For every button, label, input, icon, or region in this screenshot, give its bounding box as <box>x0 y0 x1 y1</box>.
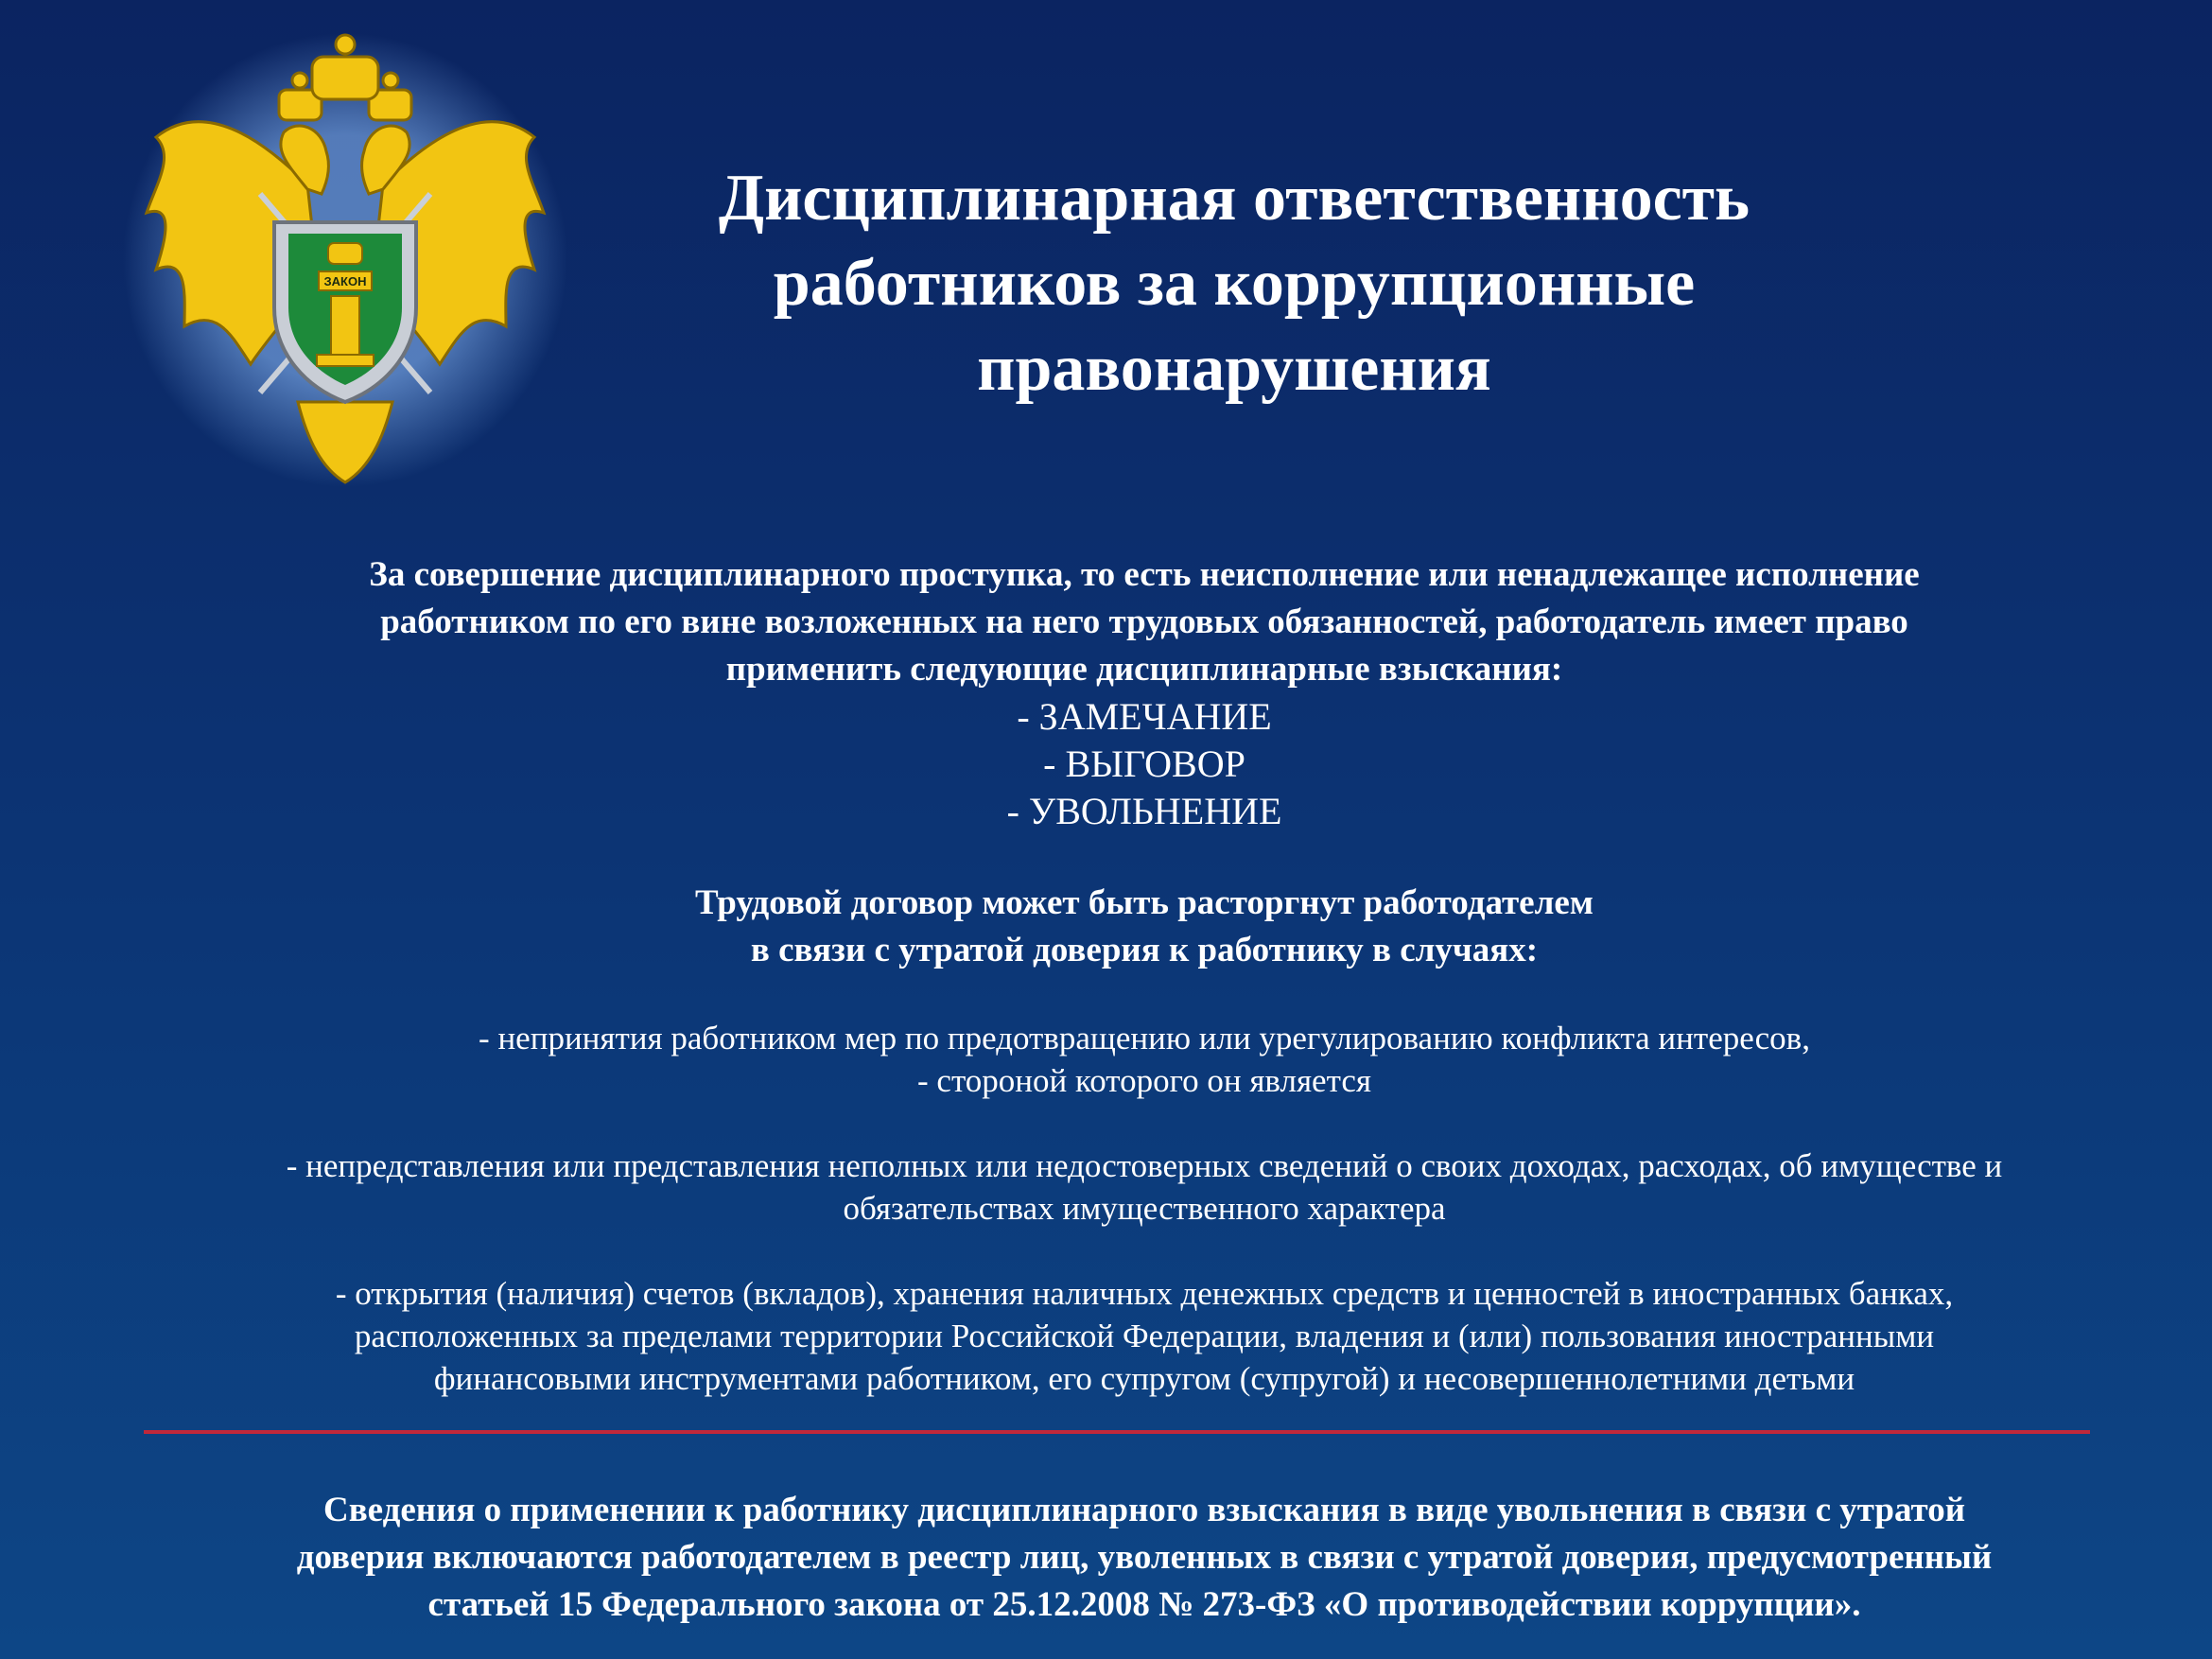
title-line: правонарушения <box>977 332 1491 405</box>
footer-line: статьей 15 Федерального закона от 25.12.2008 № 273-ФЗ «О противодействии коррупции». <box>427 1585 1861 1624</box>
intro-line: применить следующие дисциплинарные взыскания: <box>725 650 1563 689</box>
reason-item <box>132 1272 2156 1400</box>
intro-line: работником по его вине возложенных на него трудовых обязанностей, работодатель имеет право <box>380 602 1908 641</box>
intro-line: За совершение дисциплинарного проступка, то есть неисполнение или ненадлежащее исполнение <box>369 555 1920 594</box>
reason-line: - открытия (наличия) счетов (вкладов), хранения наличных денежных средств и ценностей в иностранных банках, <box>335 1275 1954 1312</box>
footer-note <box>132 1487 2156 1629</box>
reason-line: - непринятия работником мер по предотвращению или урегулированию конфликта интересов, <box>479 1020 1810 1057</box>
reason-line: обязательствах имущественного характера <box>843 1190 1446 1227</box>
reason-item <box>132 1017 2156 1102</box>
shield-text: ЗАКОН <box>323 274 367 288</box>
title-line: работников за коррупционные <box>773 247 1696 320</box>
trust-loss-heading <box>132 880 2156 974</box>
penalty-item: - ЗАМЕЧАНИЕ <box>1017 695 1272 738</box>
reason-line: - непредставления или представления неполных или недостоверных сведений о своих доходах, расходах, об имуществе и <box>286 1147 2003 1184</box>
prosecutor-eagle-emblem-icon <box>118 24 572 487</box>
penalty-item: - ВЫГОВОР <box>1043 742 1245 785</box>
heading-line: Трудовой договор может быть расторгнут работодателем <box>695 883 1594 922</box>
reason-line: расположенных за пределами территории Российской Федерации, владения и (или) пользования иностранными <box>354 1318 1935 1354</box>
reason-item <box>132 1144 2156 1230</box>
title-line: Дисциплинарная ответственность <box>718 162 1750 235</box>
penalty-item: - УВОЛЬНЕНИЕ <box>1006 790 1282 832</box>
page-title <box>586 156 1882 411</box>
reason-line: - стороной которого он является <box>917 1062 1371 1099</box>
footer-line: доверия включаются работодателем в реестр лиц, уволенных в связи с утратой доверия, предусмотренный <box>296 1538 1993 1577</box>
emblem <box>118 24 572 487</box>
footer-line: Сведения о применении к работнику дисциплинарного взыскания в виде увольнения в связи с утратой <box>322 1491 1966 1529</box>
disciplinary-penalties-section <box>132 551 2156 835</box>
reason-line: финансовыми инструментами работником, его супругом (супругой) и несовершеннолетними детьми <box>433 1360 1855 1397</box>
divider <box>144 1430 2090 1434</box>
heading-line: в связи с утратой доверия к работнику в случаях: <box>750 931 1539 969</box>
